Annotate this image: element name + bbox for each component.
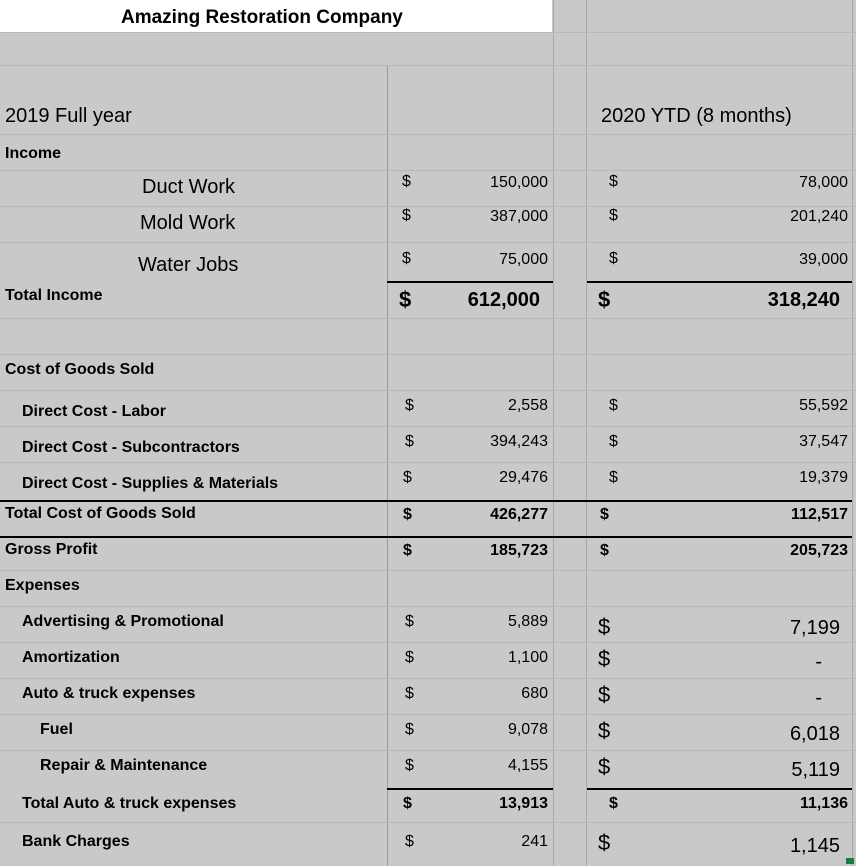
value-2019: 29,476	[499, 469, 548, 486]
total-income-label: Total Income	[5, 287, 103, 304]
value-2019: 387,000	[490, 208, 548, 225]
currency-sign: $	[609, 207, 618, 224]
currency-sign: $	[402, 173, 411, 190]
currency-sign: $	[403, 469, 412, 486]
value-2020: -	[815, 687, 822, 709]
value-2019: 241	[521, 833, 548, 850]
value-2020: 55,592	[799, 397, 848, 414]
currency-sign: $	[600, 506, 609, 523]
total-cogs-label: Total Cost of Goods Sold	[5, 505, 196, 522]
income-label: Income	[5, 145, 62, 162]
expense-row-label: Fuel	[40, 721, 73, 738]
selection-handle[interactable]	[846, 858, 854, 864]
currency-sign: $	[405, 613, 414, 630]
currency-sign: $	[403, 795, 412, 812]
value-2019: 394,243	[490, 433, 548, 450]
total-income-2020: 318,240	[767, 289, 840, 311]
value-2020: 1,145	[789, 835, 840, 857]
value-2020: 201,240	[790, 208, 848, 225]
currency-sign: $	[609, 795, 618, 812]
total-income-2019: 612,000	[467, 289, 540, 311]
value-2020: 39,000	[799, 251, 848, 268]
cogs-label: Cost of Goods Sold	[5, 361, 155, 378]
value-2019: 9,078	[507, 721, 548, 738]
value-2019: 5,889	[507, 613, 548, 630]
expense-row-label: Advertising & Promotional	[22, 613, 224, 630]
expense-row-label: Bank Charges	[22, 833, 130, 850]
total-cogs-2020: 112,517	[791, 506, 848, 523]
value-2020: 78,000	[799, 174, 848, 191]
currency-sign: $	[405, 433, 414, 450]
currency-sign: $	[405, 649, 414, 666]
currency-sign: $	[598, 830, 611, 855]
total-cogs-2019: 426,277	[490, 506, 548, 523]
value-2020: 37,547	[799, 433, 848, 450]
currency-sign: $	[598, 718, 611, 743]
value-2020: -	[815, 651, 822, 673]
currency-sign: $	[405, 397, 414, 414]
value-2020: 5,119	[791, 759, 840, 781]
currency-sign: $	[609, 250, 618, 267]
currency-sign: $	[609, 173, 618, 190]
col-2019-header: 2019 Full year	[5, 105, 132, 127]
value-2020: 6,018	[789, 723, 840, 745]
value-2019: 680	[521, 685, 548, 702]
currency-sign: $	[609, 469, 618, 486]
currency-sign: $	[405, 757, 414, 774]
value-2020: 7,199	[789, 617, 840, 639]
cogs-row-label: Direct Cost - Labor	[22, 403, 167, 420]
gross-profit-label: Gross Profit	[5, 541, 98, 558]
gross-profit-2019: 185,723	[490, 542, 548, 559]
currency-sign: $	[402, 250, 411, 267]
value-2019: 4,155	[507, 757, 548, 774]
currency-sign: $	[405, 721, 414, 738]
value-2019: 13,913	[499, 795, 548, 812]
currency-sign: $	[609, 397, 618, 414]
value-2019: 1,100	[507, 649, 548, 666]
cogs-row-label: Direct Cost - Supplies & Materials	[22, 475, 279, 492]
expenses-label: Expenses	[5, 577, 80, 594]
expense-row-label: Amortization	[22, 649, 120, 666]
currency-sign: $	[405, 833, 414, 850]
value-2020: 11,136	[799, 795, 848, 812]
currency-sign: $	[405, 685, 414, 702]
income-row-label: Water Jobs	[138, 254, 239, 276]
currency-sign: $	[402, 207, 411, 224]
currency-sign: $	[600, 542, 609, 559]
currency-sign: $	[403, 506, 412, 523]
value-2019: 75,000	[499, 251, 548, 268]
currency-sign: $	[598, 614, 611, 639]
cogs-row-label: Direct Cost - Subcontractors	[22, 439, 240, 456]
value-2019: 2,558	[507, 397, 548, 414]
currency-sign: $	[399, 287, 412, 312]
currency-sign: $	[598, 287, 611, 312]
income-row-label: Mold Work	[140, 212, 236, 234]
currency-sign: $	[598, 754, 611, 779]
company-title: Amazing Restoration Company	[121, 7, 403, 28]
value-2020: 19,379	[799, 469, 848, 486]
income-row-label: Duct Work	[142, 176, 235, 198]
col-2020-header: 2020 YTD (8 months)	[601, 105, 792, 127]
value-2019: 150,000	[490, 174, 548, 191]
gross-profit-2020: 205,723	[790, 542, 848, 559]
expense-row-label: Repair & Maintenance	[40, 757, 208, 774]
currency-sign: $	[403, 542, 412, 559]
currency-sign: $	[598, 682, 611, 707]
expense-row-label: Total Auto & truck expenses	[22, 795, 237, 812]
expense-row-label: Auto & truck expenses	[22, 685, 196, 702]
currency-sign: $	[598, 646, 611, 671]
currency-sign: $	[609, 433, 618, 450]
